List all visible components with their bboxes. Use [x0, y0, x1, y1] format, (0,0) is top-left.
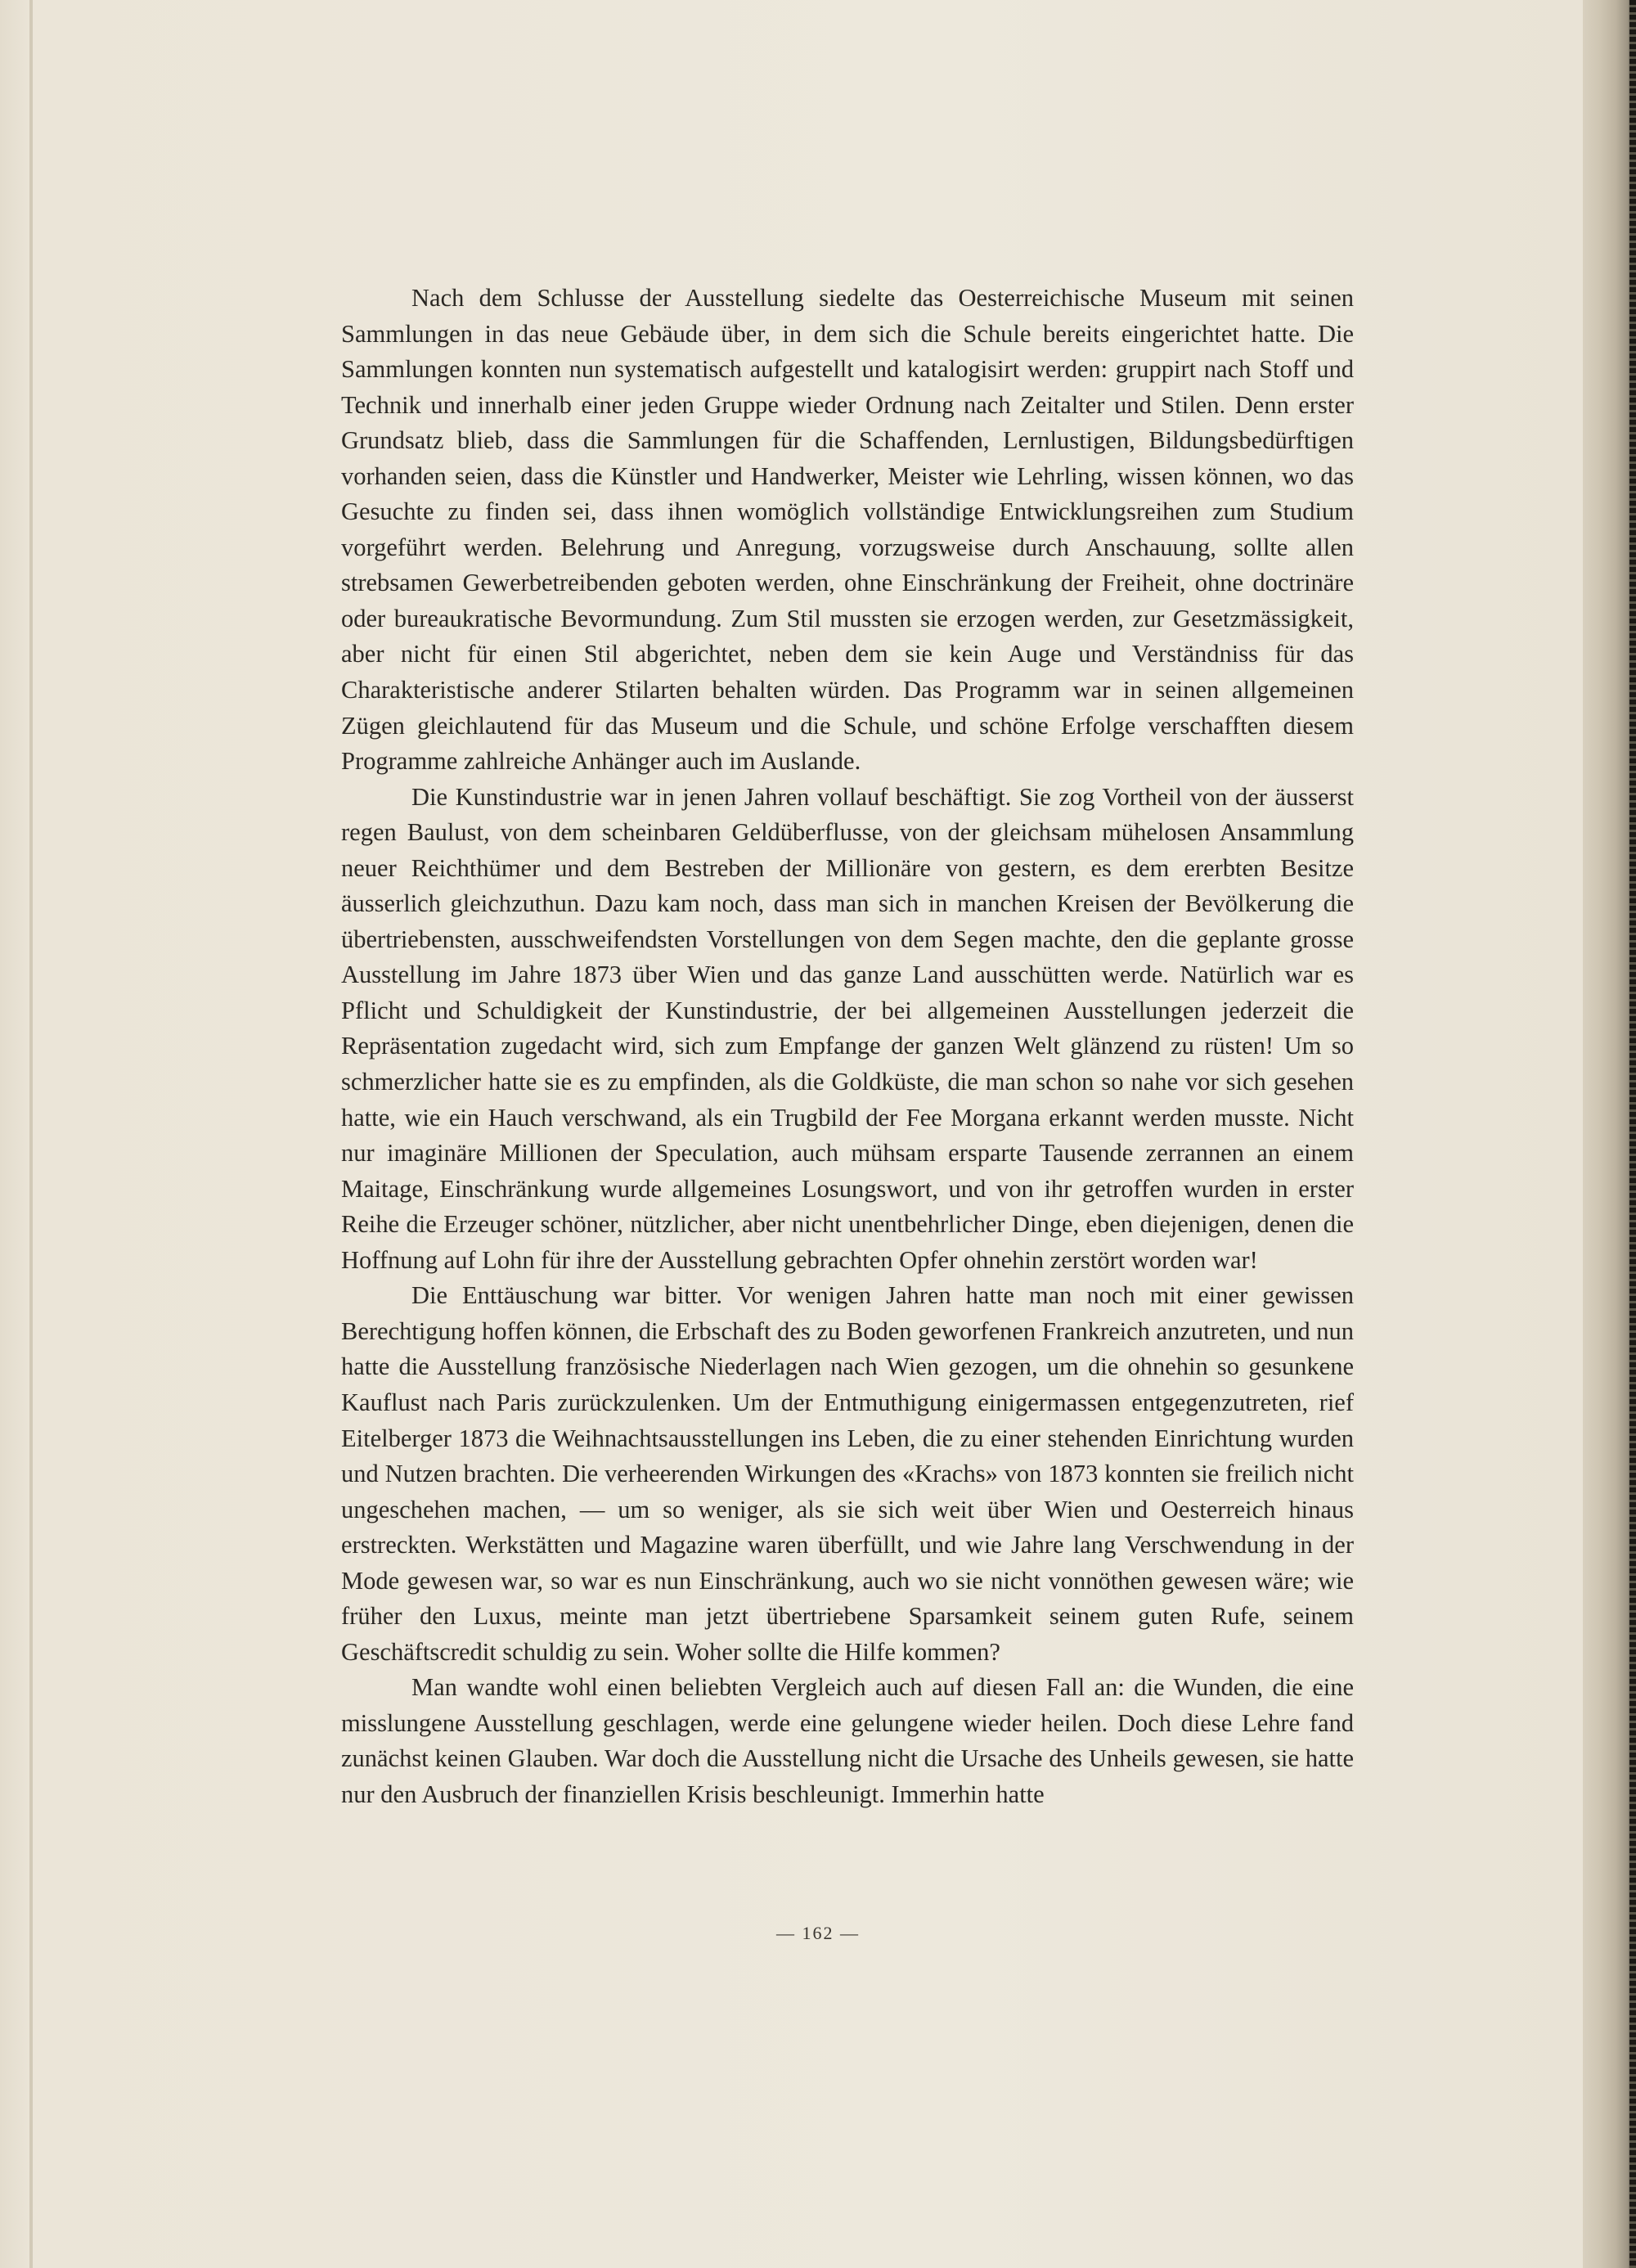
paragraph: Die Enttäuschung war bitter. Vor wenigen Jahren hatte man noch mit einer gewissen Berechtigung hoffen können, die Erbschaft des zu Boden geworfenen Frankreich anzutreten, und nun hatte die Ausstellung französische Niederlagen nach Wien gezogen, um die ohnehin so gesunkene Kauflust nach Paris zurückzulenken. Um der Entmuthigung einigermassen entgegenzutreten, rief Eitelberger 1873 die Weihnachtsausstellungen ins Leben, die zu einer stehenden Einrichtung wurden und Nutzen brachten. Die verheerenden Wirkungen des «Krachs» von 1873 konnten sie freilich nicht ungeschehen machen, — um so weniger, als sie sich weit über Wien und Oesterreich hinaus erstreckten. Werkstätten und Magazine waren überfüllt, und wie Jahre lang Verschwendung in der Mode gewesen war, so war es nun Einschränkung, auch wo sie nicht vonnöthen gewesen wäre; wie früher den Luxus, meinte man jetzt übertriebene Sparsamkeit seinem guten Rufe, seinem Geschäftscredit schuldig zu sein. Woher sollte die Hilfe kommen? — [341, 1281, 1354, 1666]
paragraph: Nach dem Schlusse der Ausstellung siedelte das Oesterreichische Museum mit seinen Sammlungen in das neue Gebäude über, in dem sich die Schule bereits eingerichtet hatte. Die Sammlungen konnten nun systematisch aufgestellt und katalogisirt werden: gruppirt nach Stoff und Technik und innerhalb einer jeden Gruppe wieder Ordnung nach Zeitalter und Stilen. Denn erster Grundsatz blieb, dass die Sammlungen für die Schaffenden, Lernlustigen, Bildungsbedürftigen vorhanden seien, dass die Künstler und Handwerker, Meister wie Lehrling, wissen können, wo das Gesuchte zu finden sei, dass ihnen womöglich vollständige Entwicklungsreihen zum Studium vorgeführt werden. Belehrung und Anregung, vorzugsweise durch Anschauung, sollte allen strebsamen Gewerbetreibenden geboten werden, ohne Einschränkung der Freiheit, ohne doctrinäre oder bureaukratische Bevormundung. Zum Stil mussten sie erzogen werden, zur Gesetzmässigkeit, aber nicht für einen Stil abgerichtet, neben dem sie kein Auge und Verständniss für das Charakteristische anderer Stilarten behalten würden. Das Programm war in seinen allgemeinen Zügen gleichlautend für das Museum und die Schule, und schöne Erfolge verschafften diesem Programme zahlreiche Anhänger auch im Auslande. — [341, 284, 1354, 776]
paragraph: Man wandte wohl einen beliebten Vergleich auch auf diesen Fall an: die Wunden, die eine misslungene Ausstellung geschlagen, werde eine gelungene wieder heilen. Doch diese Lehre fand zunächst keinen Glauben. War doch die Ausstellung nicht die Ursache des Unheils gewesen, sie hatte nur den Ausbruch der finanziellen Krisis beschleunigt. Immerhin hatte — [341, 1673, 1354, 1808]
page-number-footer — [0, 1923, 1636, 1944]
page-number: — 162 — — [776, 1923, 860, 1943]
paragraph: Die Kunstindustrie war in jenen Jahren vollauf beschäftigt. Sie zog Vortheil von der äusserst regen Baulust, von dem scheinbaren Geldüberflusse, von der gleichsam mühelosen Ansammlung neuer Reichthümer und dem Bestreben der Millionäre von gestern, es dem ererbten Besitze äusserlich gleichzuthun. Dazu kam noch, dass man sich in manchen Kreisen der Bevölkerung die übertriebensten, ausschweifendsten Vorstellungen von dem Segen machte, den die geplante grosse Ausstellung im Jahre 1873 über Wien und das ganze Land ausschütten werde. Natürlich war es Pflicht und Schuldigkeit der Kunstindustrie, der bei allgemeinen Ausstellungen jederzeit die Repräsentation zugedacht wird, sich zum Empfange der ganzen Welt glänzend zu rüsten! Um so schmerzlicher hatte sie es zu empfinden, als die Goldküste, die man schon so nahe vor sich gesehen hatte, wie ein Hauch verschwand, als ein Trugbild der Fee Morgana erkannt werden musste. Nicht nur imaginäre Millionen der Speculation, auch mühsam ersparte Tausende zerrannen an einem Maitage, Einschränkung wurde allgemeines Losungswort, und von ihr getroffen wurden in erster Reihe die Erzeuger schöner, nützlicher, aber nicht unentbehrlicher Dinge, eben diejenigen, denen die Hoffnung auf Lohn für ihre der Ausstellung gebrachten Opfer ohnehin zerstört worden war! — [341, 782, 1354, 1274]
body-text — [341, 281, 1354, 1813]
